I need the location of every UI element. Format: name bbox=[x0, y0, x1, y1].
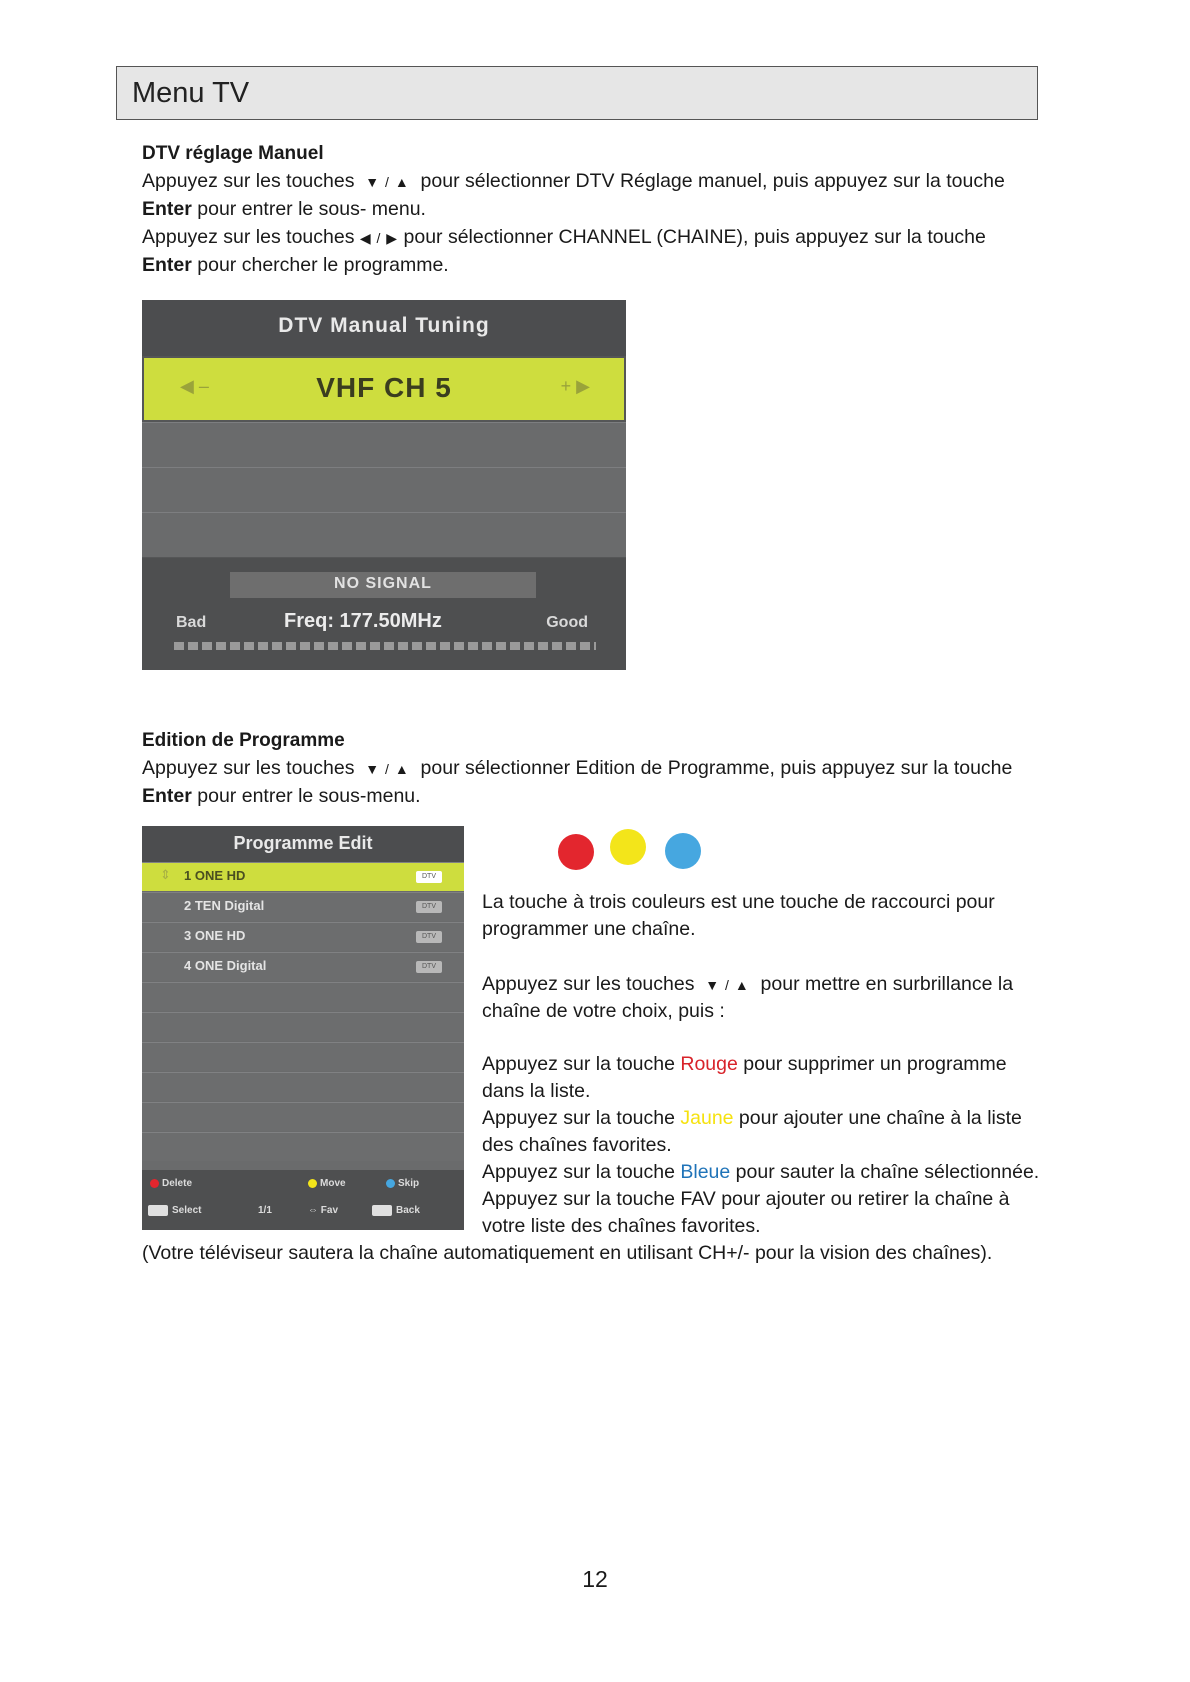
side-p2b: chaîne de votre choix, puis : bbox=[482, 1000, 725, 1022]
dtv-signal-panel bbox=[142, 558, 626, 670]
programme-empty-row bbox=[142, 1042, 464, 1071]
blue-dot-icon bbox=[386, 1179, 395, 1188]
dtv-badge: DTV bbox=[416, 931, 442, 943]
section-header bbox=[116, 66, 1038, 120]
right-arrow-icon[interactable]: + ▶ bbox=[560, 376, 590, 396]
programme-edit-screen bbox=[142, 826, 464, 1230]
red-button-icon bbox=[558, 834, 594, 870]
page-indicator: 1/1 bbox=[258, 1205, 272, 1216]
programme-label: 3 ONE HD bbox=[184, 928, 246, 943]
dtv-empty-row bbox=[142, 422, 626, 467]
dtv-badge: DTV bbox=[416, 961, 442, 973]
yellow-keyword: Jaune bbox=[680, 1107, 734, 1129]
no-signal-bar bbox=[230, 572, 536, 598]
left-arrow-icon[interactable]: ◀ – bbox=[180, 376, 209, 396]
section1-title: DTV réglage Manuel bbox=[142, 143, 324, 164]
pe-title: Programme Edit bbox=[233, 833, 373, 853]
down-up-arrows-icon: ▼ / ▲ bbox=[365, 174, 410, 190]
signal-bad-label: Bad bbox=[176, 614, 207, 631]
dtv-badge: DTV bbox=[416, 871, 442, 883]
dtv-channel-value: VHF CH 5 bbox=[316, 372, 452, 403]
section1-line1: Appuyez sur les touches ▼ / ▲ pour sélectionner DTV Réglage manuel, puis appuyez sur la touche bbox=[142, 170, 1005, 192]
down-up-arrows-icon: ▼ / ▲ bbox=[705, 977, 750, 993]
programme-row[interactable] bbox=[142, 892, 464, 921]
side-p1b: programmer une chaîne. bbox=[482, 918, 696, 940]
fav-key-icon: ⇔ bbox=[308, 1205, 321, 1216]
footer-note: (Votre téléviseur sautera la chaîne automatiquement en utilisant CH+/- pour la vision des chaînes). bbox=[142, 1242, 993, 1264]
dtv-badge: DTV bbox=[416, 901, 442, 913]
dtv-manual-tuning-screen bbox=[142, 300, 626, 670]
programme-label: 2 TEN Digital bbox=[184, 898, 265, 913]
side-red-line: Appuyez sur la touche Rouge pour supprimer un programme bbox=[482, 1053, 1007, 1075]
side-p1a: La touche à trois couleurs est une touche de raccourci pour bbox=[482, 891, 995, 913]
side-yellow-line: Appuyez sur la touche Jaune pour ajouter une chaîne à la liste bbox=[482, 1107, 1022, 1129]
side-p2: Appuyez sur les touches ▼ / ▲ pour mettre en surbrillance la bbox=[482, 973, 1014, 995]
programme-row[interactable] bbox=[142, 922, 464, 951]
dtv-channel-selector[interactable] bbox=[144, 358, 624, 420]
section1-line2: Enter pour entrer le sous- menu. bbox=[142, 198, 426, 220]
side-yellow-line-b: des chaînes favorites. bbox=[482, 1134, 672, 1156]
dtv-title: DTV Manual Tuning bbox=[278, 314, 490, 337]
programme-empty-row bbox=[142, 1072, 464, 1101]
programme-empty-row bbox=[142, 1012, 464, 1041]
programme-empty-row bbox=[142, 982, 464, 1011]
programme-label: 4 ONE Digital bbox=[184, 958, 267, 973]
frequency-label: Freq: 177.50MHz bbox=[284, 610, 442, 632]
pe-footer bbox=[142, 1170, 464, 1230]
menu-key-icon bbox=[372, 1205, 392, 1216]
section2-line1: Appuyez sur les touches ▼ / ▲ pour sélectionner Edition de Programme, puis appuyez sur la touche bbox=[142, 757, 1013, 779]
enter-key-icon bbox=[148, 1205, 168, 1216]
signal-good-label: Good bbox=[546, 614, 588, 631]
blue-button-icon bbox=[665, 833, 701, 869]
fav-hint: ⇔ Fav bbox=[308, 1205, 339, 1216]
programme-empty-row bbox=[142, 1132, 464, 1161]
section2-line2: Enter pour entrer le sous-menu. bbox=[142, 785, 421, 807]
down-up-arrows-icon: ▼ / ▲ bbox=[365, 761, 410, 777]
programme-label: 1 ONE HD bbox=[184, 868, 246, 883]
red-dot-icon bbox=[150, 1179, 159, 1188]
skip-hint: Skip bbox=[386, 1178, 419, 1189]
programme-row[interactable] bbox=[142, 862, 464, 891]
move-hint: Move bbox=[308, 1178, 346, 1189]
page-number: 12 bbox=[582, 1566, 608, 1592]
dtv-empty-row bbox=[142, 512, 626, 557]
left-right-arrows-icon: ◀ / ▶ bbox=[359, 230, 399, 246]
side-blue-line: Appuyez sur la touche Bleue pour sauter la chaîne sélectionnée. bbox=[482, 1161, 1040, 1183]
pe-title-bar bbox=[142, 826, 464, 862]
yellow-dot-icon bbox=[308, 1179, 317, 1188]
section1-line3: Appuyez sur les touches ◀ / ▶ pour sélectionner CHANNEL (CHAINE), puis appuyez sur la touche bbox=[142, 226, 986, 248]
programme-empty-row bbox=[142, 1102, 464, 1131]
no-signal-text: NO SIGNAL bbox=[334, 575, 432, 592]
side-red-line-b: dans la liste. bbox=[482, 1080, 591, 1102]
section1-line4: Enter pour chercher le programme. bbox=[142, 254, 449, 276]
back-hint: Back bbox=[372, 1205, 420, 1216]
section2-title: Edition de Programme bbox=[142, 730, 345, 751]
side-fav-line: Appuyez sur la touche FAV pour ajouter ou retirer la chaîne à bbox=[482, 1188, 1010, 1210]
yellow-button-icon bbox=[610, 829, 646, 865]
dtv-title-bar bbox=[142, 300, 626, 356]
header-title: Menu TV bbox=[132, 77, 250, 109]
programme-row[interactable] bbox=[142, 952, 464, 981]
blue-keyword: Bleue bbox=[680, 1161, 731, 1183]
side-fav-line-b: votre liste des chaînes favorites. bbox=[482, 1215, 761, 1237]
move-marker-icon: ⇕ bbox=[160, 867, 171, 882]
delete-hint: Delete bbox=[150, 1178, 192, 1189]
signal-strength-meter bbox=[174, 642, 596, 650]
dtv-empty-row bbox=[142, 467, 626, 512]
select-hint: Select bbox=[148, 1205, 201, 1216]
red-keyword: Rouge bbox=[680, 1053, 738, 1075]
